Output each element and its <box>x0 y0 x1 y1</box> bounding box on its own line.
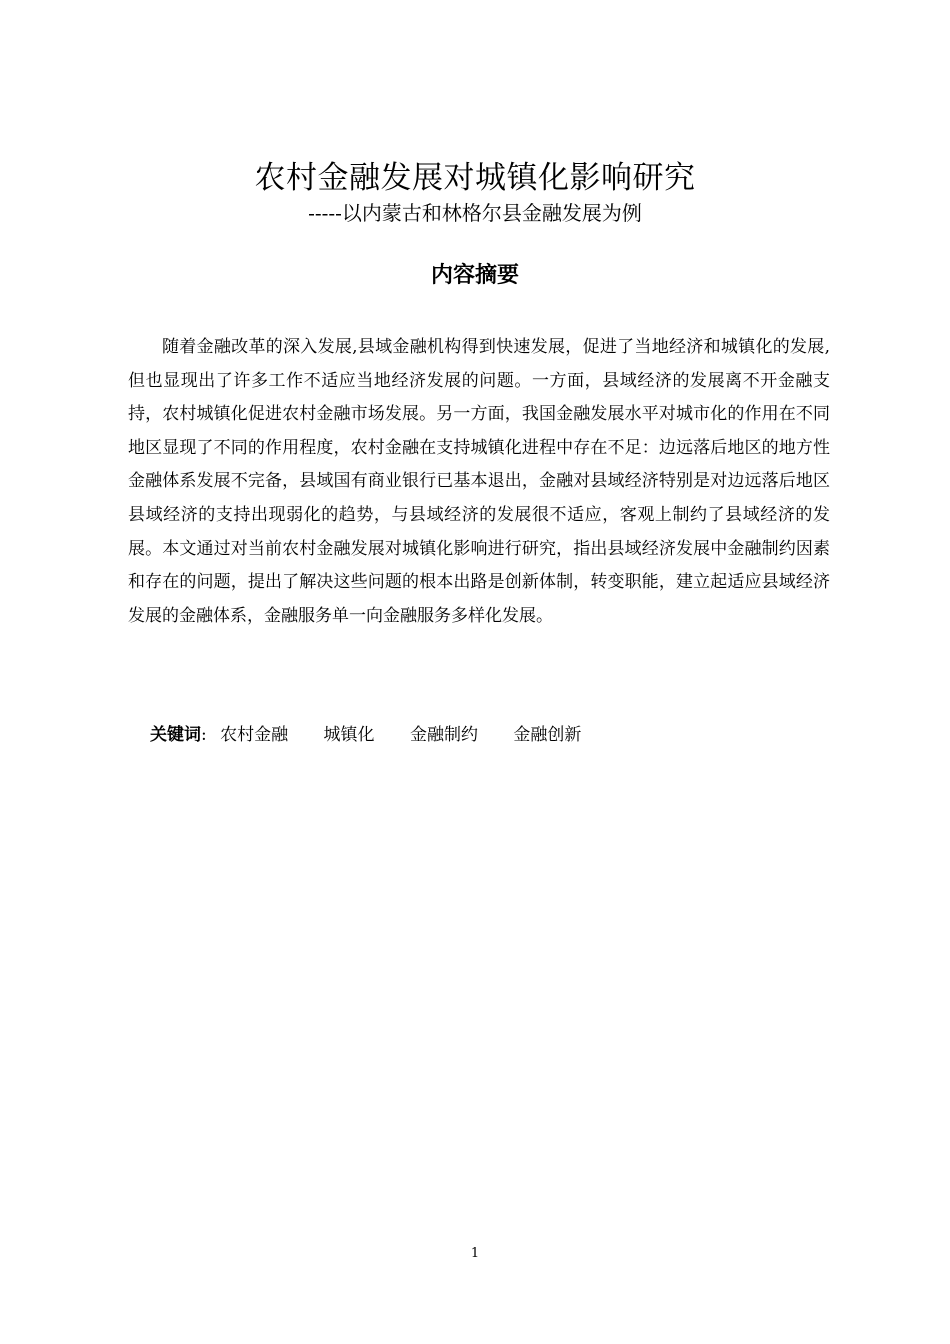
keywords-label: 关键词 <box>150 725 201 745</box>
abstract-heading: 内容摘要 <box>430 263 519 288</box>
paper-title: 农村金融发展对城镇化影响研究 <box>254 160 696 196</box>
keyword-item: 城镇化 <box>323 725 375 745</box>
keyword-item: 农村金融 <box>220 725 289 745</box>
abstract-body: 随着金融改革的深入发展,县域金融机构得到快速发展，促进了当地经济和城镇化的发展,但也显现出了许多工作不适应当地经济发展的问题。一方面，县域经济的发展离不开金融支持，农村城镇化促进农村金融市场发展。另一方面，我国金融发展水平对城市化的作用在不同地区显现了不同的作用程度，农村金融在支持城镇化进程中存在不足：边远落后地区的地方性金融体系发展不完备，县域国有商业银行已基本退出，金融对县域经济特别是对边远落后地区县域经济的支持出现弱化的趋势，与县域经济的发展很不适应，客观上制约了县域经济的发展。本文通过对当前农村金融发展对城镇化影响进行研究，指出县域经济发展中金融制约因素和存在的问题，提出了解决这些问题的根本出路是创新体制，转变职能，建立起适应县域经济发展的金融体系，金融服务单一向金融服务多样化发展。 <box>128 337 830 626</box>
keyword-item: 金融制约 <box>409 725 478 745</box>
keyword-item: 金融创新 <box>513 725 582 745</box>
paper-subtitle: -----以内蒙古和林格尔县金融发展为例 <box>308 201 642 225</box>
page-number: 1 <box>470 1246 480 1261</box>
keywords-line <box>150 719 830 752</box>
keywords-separator: : <box>201 725 207 745</box>
